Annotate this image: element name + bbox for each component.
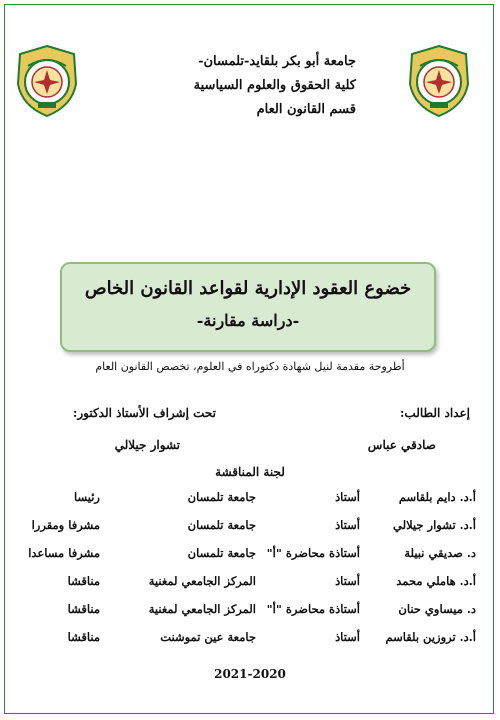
member-role: رئيسا [74,490,100,504]
member-name: د. ميساوي حنان [398,602,476,616]
university-name: جامعة أبو بكر بلقايد-تلمسان- [198,54,356,69]
committee-row [0,490,500,510]
university-seal-icon [406,44,472,118]
academic-year: 2021-2020 [214,667,286,681]
thesis-description: أطروحة مقدمة لنيل شهادة دكتوراه في العلوم، تخصص القانون العام [95,360,405,373]
committee-row [0,518,500,538]
committee-row [0,602,500,622]
thesis-subtitle: -دراسة مقارنة- [196,311,300,330]
committee-heading: لجنة المناقشة [215,465,285,479]
member-institution: جامعة تلمسان [187,546,256,560]
thesis-title-box [60,262,436,352]
member-role: مشرفا ومقررا [31,518,100,532]
committee-row [0,630,500,650]
member-institution: جامعة تلمسان [187,490,256,504]
member-institution: جامعة عين تموشنت [160,630,256,644]
member-rank: أستاذ [335,490,360,504]
member-institution: المركز الجامعي لمغنية [148,602,256,616]
member-role: مناقشا [67,602,100,616]
thesis-title: خضوع العقود الإدارية لقواعد القانون الخاص [84,278,412,299]
member-name: أ.د. تروزين بلقاسم [385,630,476,644]
faculty-name: كلية الحقوق والعلوم السياسية [193,78,356,93]
member-institution: المركز الجامعي لمغنية [148,574,256,588]
member-rank: أستاذ [335,574,360,588]
committee-row [0,574,500,594]
member-role: مناقشا [67,630,100,644]
member-rank: أستاذة محاضرة "أ" [266,602,360,616]
committee-row [0,546,500,566]
university-seal-icon [14,44,80,118]
member-rank: أستاذ [335,518,360,532]
member-rank: أستاذ [335,630,360,644]
member-role: مناقشا [67,574,100,588]
student-name: صادقي عباس [367,438,436,452]
department-name: قسم القانون العام [256,102,356,117]
supervisor-name: تشوار جيلالي [114,438,180,452]
member-rank: أستاذة محاضرة "أ" [266,546,360,560]
member-role: مشرفا مساعدا [28,546,100,560]
supervisor-label: تحت إشراف الأستاذ الدكتور: [72,406,216,420]
member-name: د. صديقي نبيلة [404,546,476,560]
member-institution: جامعة تلمسان [187,518,256,532]
member-name: أ.د. تشوار جيلالي [392,518,476,532]
member-name: أ.د. هاملي محمد [396,574,476,588]
student-label: إعداد الطالب: [399,406,470,420]
member-name: أ.د. دايم بلقاسم [398,490,476,504]
institution-header [100,50,400,122]
